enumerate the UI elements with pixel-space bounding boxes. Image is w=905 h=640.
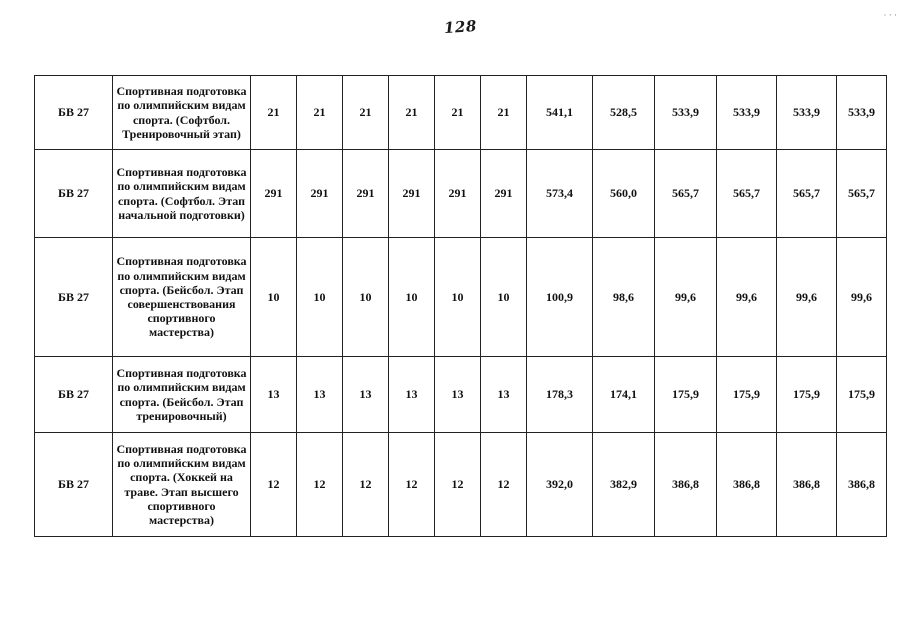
amount-cell: 565,7 (837, 150, 887, 238)
count-cell: 291 (251, 150, 297, 238)
count-cell: 13 (251, 357, 297, 433)
amount-cell: 98,6 (593, 238, 655, 357)
amount-cell: 99,6 (837, 238, 887, 357)
table-row (35, 238, 887, 357)
row-code: БВ 27 (35, 433, 113, 537)
count-cell: 10 (435, 238, 481, 357)
count-cell: 12 (435, 433, 481, 537)
table-row (35, 150, 887, 238)
amount-cell: 386,8 (655, 433, 717, 537)
count-cell: 10 (343, 238, 389, 357)
count-cell: 13 (297, 357, 343, 433)
count-cell: 21 (251, 76, 297, 150)
count-cell: 13 (481, 357, 527, 433)
count-cell: 12 (481, 433, 527, 537)
table-row (35, 433, 887, 537)
amount-cell: 565,7 (717, 150, 777, 238)
row-description: Спортивная подготовка по олимпийским видам спорта. (Софтбол. Тренировочный этап) (113, 76, 251, 150)
amount-cell: 175,9 (837, 357, 887, 433)
count-cell: 12 (297, 433, 343, 537)
row-code: БВ 27 (35, 238, 113, 357)
count-cell: 291 (481, 150, 527, 238)
amount-cell: 174,1 (593, 357, 655, 433)
amount-cell: 99,6 (655, 238, 717, 357)
count-cell: 21 (435, 76, 481, 150)
count-cell: 10 (481, 238, 527, 357)
count-cell: 13 (343, 357, 389, 433)
count-cell: 21 (297, 76, 343, 150)
amount-cell: 99,6 (717, 238, 777, 357)
row-description: Спортивная подготовка по олимпийским видам спорта. (Софтбол. Этап начальной подготовки) (113, 150, 251, 238)
row-code: БВ 27 (35, 357, 113, 433)
count-cell: 21 (389, 76, 435, 150)
table-row (35, 357, 887, 433)
row-description: Спортивная подготовка по олимпийским видам спорта. (Бейсбол. Этап тренировочный) (113, 357, 251, 433)
page-number: 128 (443, 16, 478, 38)
amount-cell: 560,0 (593, 150, 655, 238)
amount-cell: 533,9 (717, 76, 777, 150)
amount-cell: 392,0 (527, 433, 593, 537)
row-description: Спортивная подготовка по олимпийским видам спорта. (Бейсбол. Этап совершенствования спортивного мастерства) (113, 238, 251, 357)
count-cell: 12 (389, 433, 435, 537)
amount-cell: 573,4 (527, 150, 593, 238)
amount-cell: 175,9 (717, 357, 777, 433)
count-cell: 21 (343, 76, 389, 150)
amount-cell: 175,9 (777, 357, 837, 433)
amount-cell: 386,8 (837, 433, 887, 537)
amount-cell: 533,9 (837, 76, 887, 150)
amount-cell: 100,9 (527, 238, 593, 357)
count-cell: 10 (389, 238, 435, 357)
row-description: Спортивная подготовка по олимпийским видам спорта. (Хоккей на траве. Этап высшего спортивного мастерства) (113, 433, 251, 537)
amount-cell: 565,7 (777, 150, 837, 238)
count-cell: 21 (481, 76, 527, 150)
amount-cell: 382,9 (593, 433, 655, 537)
count-cell: 10 (251, 238, 297, 357)
count-cell: 291 (389, 150, 435, 238)
amount-cell: 178,3 (527, 357, 593, 433)
count-cell: 12 (251, 433, 297, 537)
amount-cell: 533,9 (655, 76, 717, 150)
count-cell: 13 (389, 357, 435, 433)
amount-cell: 386,8 (717, 433, 777, 537)
budget-table (34, 75, 887, 537)
amount-cell: 528,5 (593, 76, 655, 150)
count-cell: 291 (297, 150, 343, 238)
amount-cell: 386,8 (777, 433, 837, 537)
row-code: БВ 27 (35, 150, 113, 238)
table-row (35, 76, 887, 150)
amount-cell: 565,7 (655, 150, 717, 238)
amount-cell: 541,1 (527, 76, 593, 150)
row-code: БВ 27 (35, 76, 113, 150)
scan-mark: · · · (883, 10, 897, 20)
amount-cell: 175,9 (655, 357, 717, 433)
count-cell: 291 (435, 150, 481, 238)
count-cell: 10 (297, 238, 343, 357)
count-cell: 13 (435, 357, 481, 433)
amount-cell: 99,6 (777, 238, 837, 357)
count-cell: 12 (343, 433, 389, 537)
amount-cell: 533,9 (777, 76, 837, 150)
count-cell: 291 (343, 150, 389, 238)
